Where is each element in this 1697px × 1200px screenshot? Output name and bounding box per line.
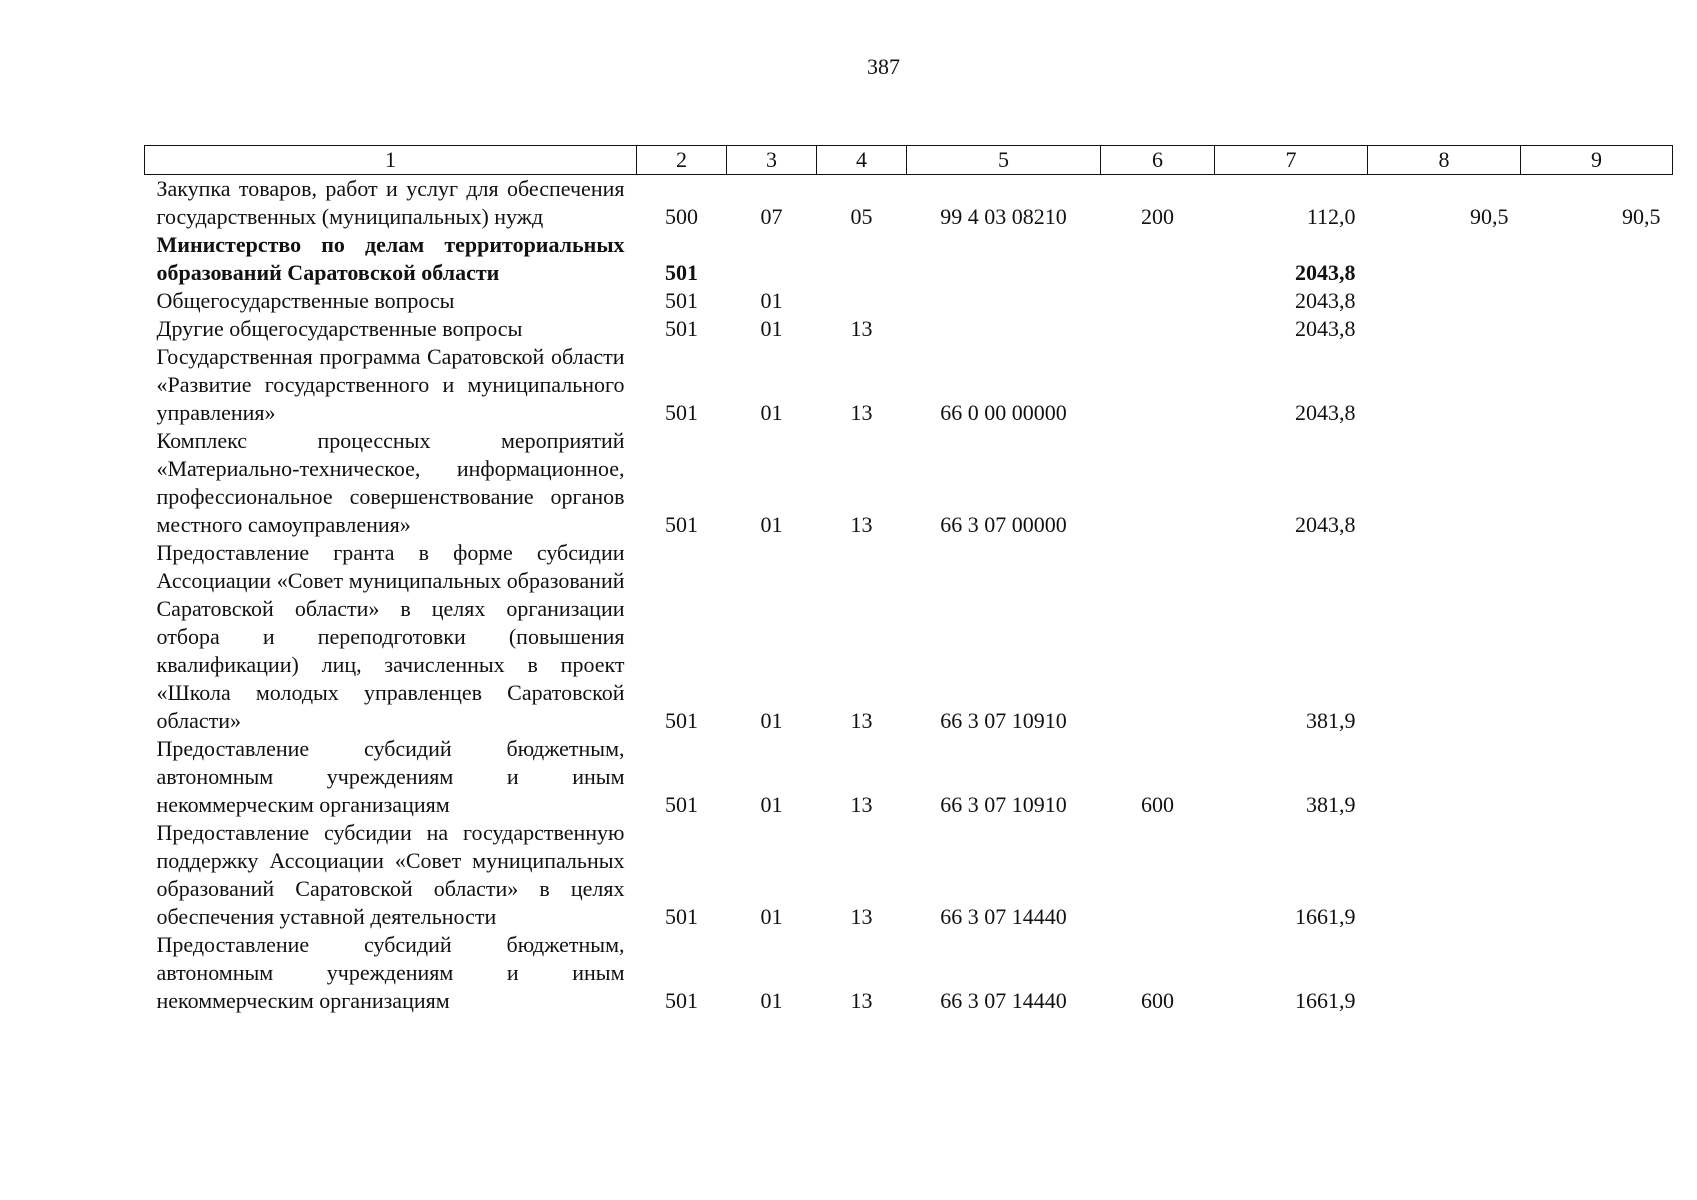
row-col9: [1521, 539, 1673, 735]
row-col8: [1368, 539, 1521, 735]
row-col8: [1368, 287, 1521, 315]
header-cell: 6: [1101, 146, 1215, 175]
row-col6: 600: [1141, 988, 1174, 1013]
row-name: Предоставление гранта в форме субсидии Ассоциации «Совет муниципальных образований Саратовской области» в целях организации отбора и переподготовки (повышения квалификации) лиц, зачисленных в проект «Школа молодых управленцев Саратовской области»: [156, 540, 625, 733]
row-col3: 01: [760, 288, 783, 313]
row-col9: [1521, 931, 1673, 1015]
row-col7: 1661,9: [1295, 904, 1356, 929]
table-row: [145, 315, 1673, 343]
row-col7: 2043,8: [1295, 400, 1356, 425]
header-cell: 4: [817, 146, 907, 175]
row-col3: 07: [760, 204, 783, 229]
row-col5: 99 4 03 08210: [940, 204, 1067, 229]
budget-table: [144, 145, 1673, 1015]
header-cell: 7: [1215, 146, 1368, 175]
row-col5: [907, 315, 1101, 343]
header-cell: 9: [1521, 146, 1673, 175]
row-col3: 01: [760, 988, 783, 1013]
row-col9: [1521, 427, 1673, 539]
table-row: [145, 287, 1673, 315]
row-col3: 01: [760, 512, 783, 537]
row-col5: 66 0 00 00000: [940, 400, 1067, 425]
row-col8: [1368, 427, 1521, 539]
row-col6: [1101, 343, 1215, 427]
header-cell: 2: [637, 146, 727, 175]
row-col6: [1101, 819, 1215, 931]
row-col2: 501: [665, 260, 698, 285]
row-col4: [817, 231, 907, 287]
table-row: [145, 231, 1673, 287]
row-col3: 01: [760, 708, 783, 733]
row-col6: [1101, 539, 1215, 735]
row-col4: 13: [850, 512, 873, 537]
table-body: [145, 175, 1673, 1016]
row-col2: 500: [665, 204, 698, 229]
row-col5: 66 3 07 10910: [940, 792, 1067, 817]
row-col8: [1368, 231, 1521, 287]
row-col4: [817, 287, 907, 315]
row-col7: 2043,8: [1295, 260, 1356, 285]
row-col4: 13: [850, 400, 873, 425]
row-col6: [1101, 231, 1215, 287]
row-name: Предоставление субсидий бюджетным, автономным учреждениям и иным некоммерческим организациям: [156, 932, 625, 1013]
row-col3: 01: [760, 792, 783, 817]
row-col6: 200: [1141, 204, 1174, 229]
row-col7: 381,9: [1306, 708, 1356, 733]
row-col2: 501: [665, 288, 698, 313]
row-col8: [1368, 931, 1521, 1015]
row-col4: 13: [850, 988, 873, 1013]
table-row: [145, 427, 1673, 539]
row-col9: 90,5: [1622, 204, 1661, 229]
row-col7: 2043,8: [1295, 512, 1356, 537]
table-row: [145, 539, 1673, 735]
row-col5: [907, 287, 1101, 315]
row-col8: [1368, 735, 1521, 819]
row-col4: 13: [850, 792, 873, 817]
row-col2: 501: [665, 708, 698, 733]
row-col4: 13: [850, 904, 873, 929]
table-row: [145, 931, 1673, 1015]
row-col9: [1521, 315, 1673, 343]
page-number: 387: [867, 54, 900, 79]
row-col8: [1368, 819, 1521, 931]
header-cell: 8: [1368, 146, 1521, 175]
row-col3: 01: [760, 904, 783, 929]
row-col3: [727, 231, 817, 287]
row-col3: 01: [760, 400, 783, 425]
header-cell: 3: [727, 146, 817, 175]
row-col5: 66 3 07 10910: [940, 708, 1067, 733]
row-col4: 13: [850, 708, 873, 733]
row-col4: 05: [850, 204, 873, 229]
table-row: [145, 175, 1673, 232]
row-col5: 66 3 07 14440: [940, 988, 1067, 1013]
row-name: Другие общегосударственные вопросы: [156, 316, 523, 341]
row-name: Государственная программа Саратовской области «Развитие государственного и муниципального управления»: [156, 344, 625, 425]
table-row: [145, 735, 1673, 819]
row-col2: 501: [665, 400, 698, 425]
row-name: Комплекс процессных мероприятий «Материально-техническое, информационное, профессиональное совершенствование органов местного самоуправления»: [156, 428, 625, 537]
row-col9: [1521, 735, 1673, 819]
row-col6: [1101, 315, 1215, 343]
row-col6: [1101, 427, 1215, 539]
row-col8: [1368, 315, 1521, 343]
row-col7: 381,9: [1306, 792, 1356, 817]
row-col6: [1101, 287, 1215, 315]
row-col5: [907, 231, 1101, 287]
header-cell: 5: [907, 146, 1101, 175]
row-col8: [1368, 343, 1521, 427]
row-col9: [1521, 819, 1673, 931]
row-name: Министерство по делам территориальных образований Саратовской области: [156, 232, 625, 285]
row-col7: 112,0: [1306, 204, 1356, 229]
row-col9: [1521, 343, 1673, 427]
row-col7: 2043,8: [1295, 316, 1356, 341]
row-col8: 90,5: [1470, 204, 1509, 229]
row-col7: 1661,9: [1295, 988, 1356, 1013]
row-col5: 66 3 07 00000: [940, 512, 1067, 537]
row-name: Закупка товаров, работ и услуг для обеспечения государственных (муниципальных) нужд: [156, 176, 625, 229]
row-name: Предоставление субсидий бюджетным, автономным учреждениям и иным некоммерческим организациям: [156, 736, 625, 817]
header-cell: 1: [145, 146, 637, 175]
row-col2: 501: [665, 316, 698, 341]
row-col9: [1521, 231, 1673, 287]
row-name: Предоставление субсидии на государственную поддержку Ассоциации «Совет муниципальных образований Саратовской области» в целях обеспечения уставной деятельности: [156, 820, 625, 929]
table-row: [145, 819, 1673, 931]
row-col2: 501: [665, 904, 698, 929]
row-col2: 501: [665, 512, 698, 537]
row-col7: 2043,8: [1295, 288, 1356, 313]
row-col9: [1521, 287, 1673, 315]
header-row: [145, 146, 1673, 175]
row-col2: 501: [665, 792, 698, 817]
row-col4: 13: [850, 316, 873, 341]
row-col6: 600: [1141, 792, 1174, 817]
row-name: Общегосударственные вопросы: [156, 288, 455, 313]
row-col5: 66 3 07 14440: [940, 904, 1067, 929]
row-col3: 01: [760, 316, 783, 341]
row-col2: 501: [665, 988, 698, 1013]
table-row: [145, 343, 1673, 427]
